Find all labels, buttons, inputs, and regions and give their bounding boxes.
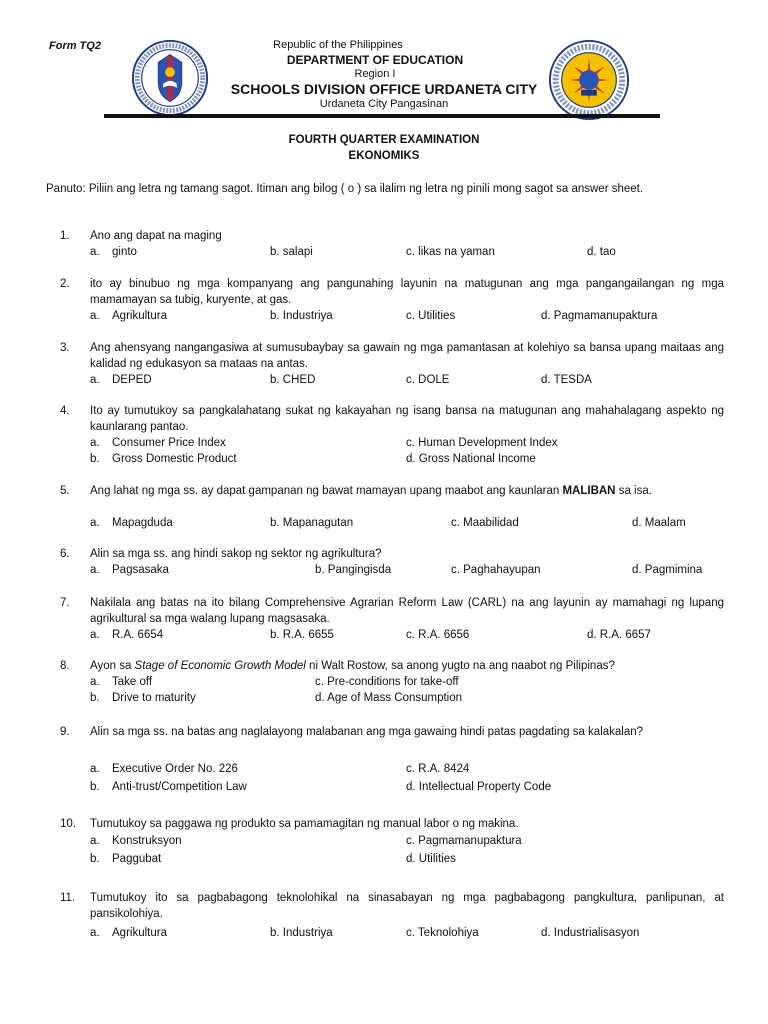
answer-option: d. Age of Mass Consumption xyxy=(315,692,463,704)
option-row xyxy=(90,562,768,578)
header-city: Urdaneta City Pangasinan xyxy=(319,98,449,110)
answer-option: c. Teknolohiya xyxy=(406,927,479,939)
question-item xyxy=(46,595,724,641)
answer-option: d. tao xyxy=(587,246,616,258)
answer-option: c. DOLE xyxy=(406,374,450,386)
question-item xyxy=(46,890,724,939)
answer-option: d. Intellectual Property Code xyxy=(406,781,552,793)
answer-option: b. salapi xyxy=(270,246,313,258)
question-number: 4. xyxy=(60,405,70,417)
answer-option: b. Anti-trust/Competition Law xyxy=(90,781,247,793)
answer-option: a. Consumer Price Index xyxy=(90,437,226,449)
answer-option: b. Industriya xyxy=(270,927,333,939)
answer-option: a. Pagsasaka xyxy=(90,564,169,576)
option-row xyxy=(90,690,768,706)
answer-option: a. Agrikultura xyxy=(90,927,167,939)
option-row xyxy=(90,627,768,643)
option-row xyxy=(90,833,768,849)
answer-option: d. Utilities xyxy=(406,853,456,865)
question-text: Tumutukoy sa paggawa ng produkto sa pamamagitan ng manual labor o ng makina. xyxy=(90,818,519,830)
header-division: SCHOOLS DIVISION OFFICE URDANETA CITY xyxy=(230,81,538,97)
answer-option: c. Human Development Index xyxy=(406,437,558,449)
option-row xyxy=(90,244,768,260)
option-row xyxy=(90,435,768,451)
question-text: Ano ang dapat na maging xyxy=(90,230,222,242)
answer-option: d. Pagmamanupaktura xyxy=(541,310,658,322)
answer-option: a. Konstruksyon xyxy=(90,835,182,847)
option-row xyxy=(90,674,768,690)
question-text: Ayon sa Stage of Economic Growth Model ni Walt Rostow, sa anong yugto na ang naabot ng Pilipinas? xyxy=(90,660,615,672)
question-text: ito ay binubuo ng mga kompanyang ang pangunahing layunin na matugunan ang mga pangangailangan ng mga mamamayan sa tubig, kuryente, at gas. xyxy=(90,278,724,306)
question-text: Alin sa mga ss. ang hindi sakop ng sektor ng agrikultura? xyxy=(90,548,382,560)
exam-instructions: Panuto: Piliin ang letra ng tamang sagot. Itiman ang bilog ( o ) sa ilalim ng letra ng pinili mong sagot sa answer sheet. xyxy=(46,183,644,195)
division-seal-logo xyxy=(548,39,630,121)
question-number: 10. xyxy=(60,818,76,830)
question-text: Nakilala ang batas na ito bilang Comprehensive Agrarian Reform Law (CARL) na ang layunin ay mamahagi ng lupang agrikultural sa mga walang lupang magsasaka. xyxy=(90,597,724,625)
answer-option: b. R.A. 6655 xyxy=(270,629,334,641)
question-item xyxy=(46,228,724,258)
question-number: 11. xyxy=(60,892,76,904)
answer-option: c. Paghahayupan xyxy=(451,564,541,576)
header-rule xyxy=(104,114,660,118)
answer-option: d. TESDA xyxy=(541,374,592,386)
answer-option: b. Gross Domestic Product xyxy=(90,453,237,465)
question-number: 8. xyxy=(60,660,70,672)
answer-option: d. Industrialisasyon xyxy=(541,927,640,939)
answer-option: c. Maabilidad xyxy=(451,517,519,529)
answer-option: a. ginto xyxy=(90,246,137,258)
question-number: 5. xyxy=(60,485,70,497)
question-text: Tumutukoy ito sa pagbabagong teknolohikal na sinasabayan ng mga pagbabagong pangkultura, panlipunan, at pansikolohiya. xyxy=(90,892,724,920)
question-item xyxy=(46,546,724,576)
answer-option: c. Utilities xyxy=(406,310,456,322)
answer-option: d. Maalam xyxy=(632,517,686,529)
question-text: Ang lahat ng mga ss. ay dapat gampanan ng bawat mamayan upang maabot ang kaunlaran MALIBAN sa isa. xyxy=(90,485,652,497)
answer-option: b. Drive to maturity xyxy=(90,692,196,704)
answer-option: d. Gross National Income xyxy=(406,453,536,465)
option-row xyxy=(90,761,768,777)
question-item xyxy=(46,816,724,865)
question-item xyxy=(46,403,724,465)
question-item xyxy=(46,276,724,322)
option-row xyxy=(90,372,768,388)
header-department: DEPARTMENT OF EDUCATION xyxy=(286,53,464,67)
answer-option: a. Agrikultura xyxy=(90,310,167,322)
exam-title: FOURTH QUARTER EXAMINATION xyxy=(288,134,480,146)
answer-option: b. Pangingisda xyxy=(315,564,392,576)
answer-option: c. Pre-conditions for take-off xyxy=(315,676,459,688)
deped-seal-logo xyxy=(131,39,209,117)
question-item xyxy=(46,658,724,704)
answer-option: b. Mapanagutan xyxy=(270,517,354,529)
answer-option: a. Executive Order No. 226 xyxy=(90,763,238,775)
option-row xyxy=(90,851,768,867)
question-item xyxy=(46,340,724,386)
question-number: 6. xyxy=(60,548,70,560)
question-number: 2. xyxy=(60,278,70,290)
form-code: Form TQ2 xyxy=(49,40,101,52)
answer-option: a. DEPED xyxy=(90,374,152,386)
answer-option: c. R.A. 6656 xyxy=(406,629,470,641)
answer-option: a. R.A. 6654 xyxy=(90,629,164,641)
answer-option: b. Paggubat xyxy=(90,853,162,865)
answer-option: a. Mapagduda xyxy=(90,517,173,529)
answer-option: c. likas na yaman xyxy=(406,246,495,258)
question-number: 1. xyxy=(60,230,70,242)
header-region: Region I xyxy=(354,68,396,80)
exam-subject: EKONOMIKS xyxy=(348,150,420,162)
option-row xyxy=(90,925,768,941)
header-republic: Republic of the Philippines xyxy=(273,39,403,51)
answer-option: d. R.A. 6657 xyxy=(587,629,651,641)
option-row xyxy=(90,515,768,531)
answer-option: a. Take off xyxy=(90,676,153,688)
answer-option: c. Pagmamanupaktura xyxy=(406,835,522,847)
question-item xyxy=(46,483,724,529)
question-item xyxy=(46,724,724,793)
question-text: Ang ahensyang nangangasiwa at sumusubaybay sa gawain ng mga pamantasan at kolehiyo sa bansa upang maitaas ang kalidad ng edukasyon sa mataas na antas. xyxy=(90,342,724,370)
option-row xyxy=(90,451,768,467)
option-row xyxy=(90,779,768,795)
question-number: 9. xyxy=(60,726,70,738)
question-text: Alin sa mga ss. na batas ang naglalayong malabanan ang mga gawaing hindi patas pagdating sa kalakalan? xyxy=(90,726,644,738)
answer-option: d. Pagmimina xyxy=(632,564,703,576)
question-number: 3. xyxy=(60,342,70,354)
answer-option: b. Industriya xyxy=(270,310,333,322)
answer-option: c. R.A. 8424 xyxy=(406,763,470,775)
option-row xyxy=(90,308,768,324)
question-number: 7. xyxy=(60,597,70,609)
answer-option: b. CHED xyxy=(270,374,316,386)
question-text: Ito ay tumutukoy sa pangkalahatang sukat ng kakayahan ng isang bansa na matugunan ang mahahalagang aspekto ng kaunlarang pantao. xyxy=(90,405,724,433)
